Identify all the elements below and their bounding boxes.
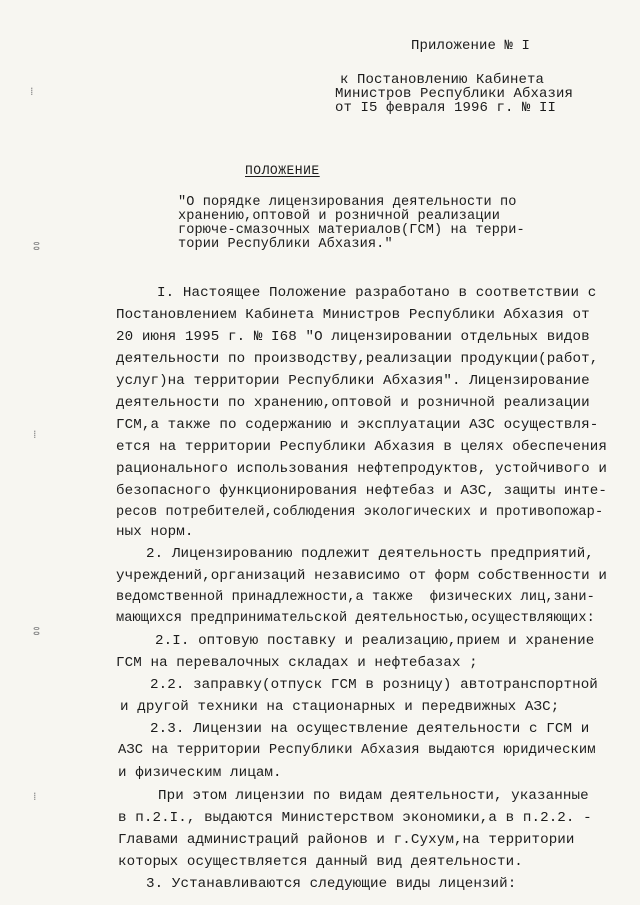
body-line: услуг)на территории Республики Абхазия". Лицензирование xyxy=(116,373,590,389)
body-line: 2. Лицензированию подлежит деятельность предприятий, xyxy=(146,546,594,562)
body-line: деятельности по производству,реализации продукции(работ, xyxy=(116,351,599,367)
document-title: ПОЛОЖЕНИЕ xyxy=(245,163,320,178)
body-line: I. Настоящее Положение разработано в соответствии с xyxy=(157,285,597,301)
scan-mark: ⁞ xyxy=(33,428,37,441)
body-line: мающихся предпринимательской деятельностью,осуществляющих: xyxy=(116,611,595,626)
appendix-label: Приложение № I xyxy=(411,38,531,54)
document-subtitle: горюче-смазочных материалов(ГСМ) на терри- xyxy=(178,223,525,238)
body-line: ведомственной принадлежности,а также физических лиц,зани- xyxy=(116,590,595,605)
body-line: ресов потребителей,соблюдения экологических и противопожар- xyxy=(116,505,604,520)
body-line: безопасного функционирования нефтебаз и АЗС, защиты инте- xyxy=(116,483,607,499)
reference-line: к Постановлению Кабинета xyxy=(340,72,545,88)
scan-mark: ⁞ xyxy=(30,85,34,98)
body-line: Главами администраций районов и г.Сухум,на территории xyxy=(118,832,575,848)
body-line: 2.2. заправку(отпуск ГСМ в розницу) автотранспортной xyxy=(150,677,598,693)
reference-line: от I5 февраля 1996 г. № II xyxy=(335,100,557,116)
body-line: ГСМ,а также по содержанию и эксплуатации АЗС осуществля- xyxy=(116,417,599,433)
body-line: которых осуществляется данный вид деятельности. xyxy=(118,854,523,870)
body-line: учреждений,организаций независимо от форм собственности и xyxy=(116,568,607,584)
body-line: 2.3. Лицензии на осуществление деятельности с ГСМ и xyxy=(150,721,590,737)
body-line: 2.I. оптовую поставку и реализацию,прием и хранение xyxy=(155,633,595,649)
body-line: При этом лицензии по видам деятельности, указанные xyxy=(158,788,589,804)
body-line: ГСМ на перевалочных складах и нефтебазах ; xyxy=(116,655,478,671)
body-line: и физическим лицам. xyxy=(118,765,282,781)
scan-mark: ⵓ xyxy=(33,240,40,253)
body-line: АЗС на территории Республики Абхазия выдаются юридическим xyxy=(118,743,596,758)
body-line: 20 июня 1995 г. № I68 "О лицензировании отдельных видов xyxy=(116,329,590,345)
reference-line: Министров Республики Абхазия xyxy=(335,86,574,102)
body-line: ных норм. xyxy=(116,524,194,540)
document-subtitle: тории Республики Абхазия." xyxy=(178,237,393,252)
body-line: деятельности по хранению,оптовой и розничной реализации xyxy=(116,395,590,411)
scan-mark: ⁞ xyxy=(33,790,37,803)
body-line: Постановлением Кабинета Министров Республики Абхазия от xyxy=(116,307,590,323)
document-subtitle: хранению,оптовой и розничной реализации xyxy=(178,209,501,224)
body-line: 3. Устанавливаются следующие виды лицензий: xyxy=(146,876,517,892)
body-line: и другой техники на стационарных и передвижных АЗС; xyxy=(120,699,560,715)
scan-mark: ⵓ xyxy=(33,625,40,638)
body-line: ется на территории Республики Абхазия в целях обеспечения xyxy=(116,439,607,455)
body-line: в п.2.I., выдаются Министерством экономики,а в п.2.2. - xyxy=(118,810,592,826)
document-subtitle: "О порядке лицензирования деятельности по xyxy=(178,195,517,210)
body-line: рационального использования нефтепродуктов, устойчивого и xyxy=(116,461,607,477)
